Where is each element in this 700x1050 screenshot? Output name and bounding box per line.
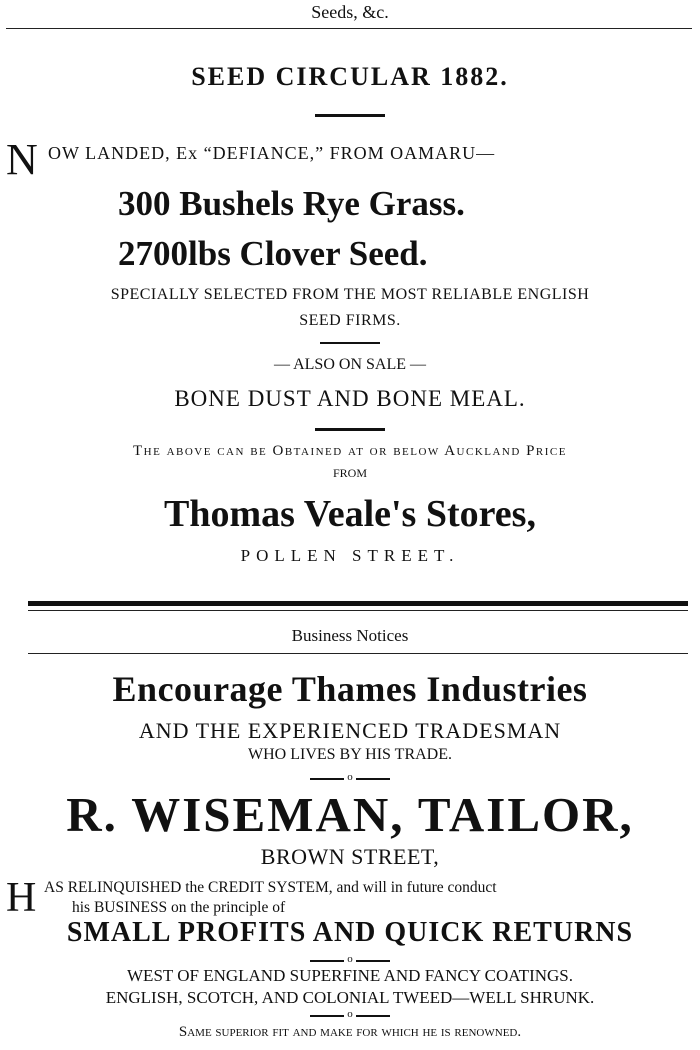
- ornament-divider-3: o: [310, 1010, 390, 1022]
- tradesman-line: AND THE EXPERIENCED TRADESMAN: [138, 718, 562, 743]
- thomas-veale-stores: Thomas Veale's Stores,: [164, 493, 536, 535]
- west-of-england-line: WEST OF ENGLAND SUPERFINE AND FANCY COATINGS.: [127, 966, 573, 985]
- business-notices-heading: Business Notices: [291, 626, 409, 645]
- relinquished-line-2: his BUSINESS on the principle of: [72, 899, 286, 916]
- brown-street: BROWN STREET,: [260, 844, 440, 869]
- section-divider-thick: [28, 601, 688, 606]
- header-rule: [6, 28, 692, 29]
- business-rule: [28, 653, 688, 654]
- obtained-line: The above can be Obtained at or below Auckland Price: [133, 443, 567, 459]
- wiseman-tailor-headline: R. WISEMAN, TAILOR,: [66, 787, 634, 842]
- section-header: Seeds, &c.: [311, 2, 389, 22]
- small-profits-headline: SMALL PROFITS AND QUICK RETURNS: [66, 917, 634, 948]
- seed-circular-title: SEED CIRCULAR 1882.: [191, 62, 509, 91]
- title-rule: [315, 114, 385, 117]
- landed-dropcap: N: [6, 135, 38, 184]
- same-superior-fit: Same superior fit and make for which he is renowned.: [178, 1024, 522, 1040]
- selected-rule: [320, 342, 380, 344]
- english-scotch-line: ENGLISH, SCOTCH, AND COLONIAL TWEED—WELL SHRUNK.: [105, 988, 595, 1007]
- selected-line-2: SEED FIRMS.: [299, 312, 401, 329]
- pollen-street: POLLEN STREET.: [240, 546, 460, 565]
- lives-line: WHO LIVES BY HIS TRADE.: [248, 746, 452, 763]
- landed-line: OW LANDED, Ex “DEFIANCE,” FROM OAMARU—: [48, 143, 496, 163]
- bone-dust-line: BONE DUST AND BONE MEAL.: [174, 386, 526, 411]
- relinquished-line-1: AS RELINQUISHED the CREDIT SYSTEM, and will in future conduct: [44, 879, 497, 896]
- clover-seed-line: 2700lbs Clover Seed.: [118, 234, 428, 273]
- ornament-divider-2: o: [310, 955, 390, 967]
- also-on-sale: — ALSO ON SALE —: [273, 356, 426, 373]
- rye-grass-line: 300 Bushels Rye Grass.: [118, 184, 465, 223]
- selected-line-1: SPECIALLY SELECTED FROM THE MOST RELIABLE ENGLISH: [110, 286, 590, 303]
- ornament-divider-1: o: [310, 773, 390, 785]
- encourage-headline: Encourage Thames Industries: [112, 669, 588, 709]
- from-line: FROM: [332, 466, 367, 480]
- bone-rule: [315, 428, 385, 431]
- section-divider-thin: [28, 610, 688, 611]
- has-dropcap: H: [6, 875, 37, 921]
